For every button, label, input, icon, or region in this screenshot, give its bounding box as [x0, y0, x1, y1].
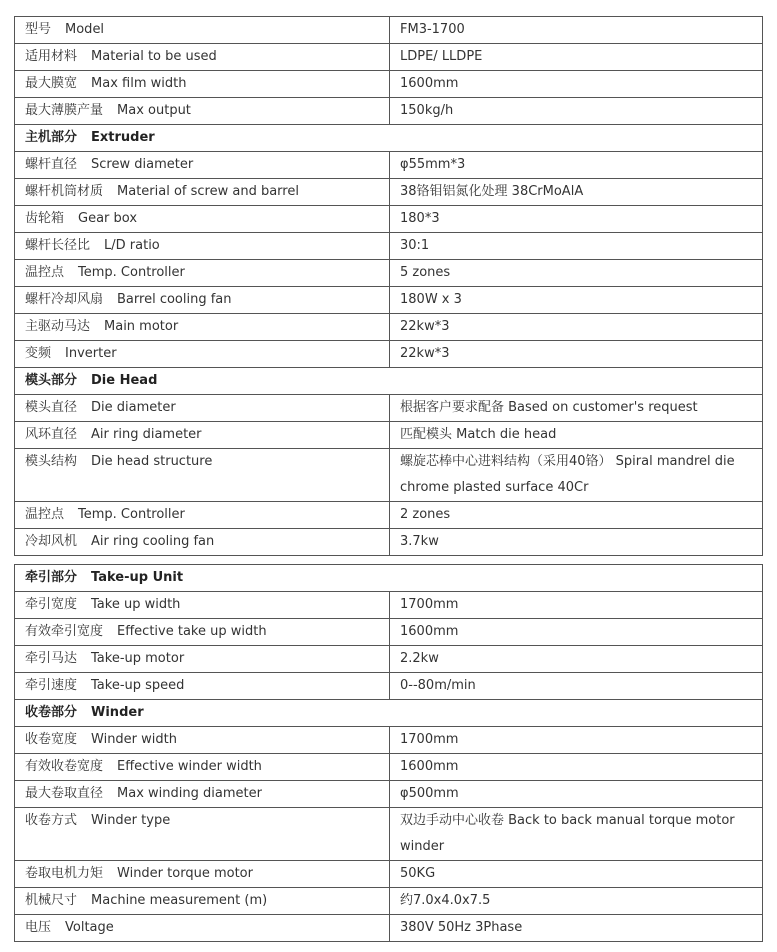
spec-label-en: Die head structure: [91, 454, 213, 469]
spec-label-cell: [15, 781, 390, 808]
spec-label-cn: 冷却风机: [25, 534, 78, 549]
spec-label-cn: 牵引马达: [25, 651, 78, 666]
section-title-cn: 模头部分: [25, 373, 78, 388]
spec-value: 约7.0x4.0x7.5: [400, 893, 491, 908]
spec-value: 1600mm: [400, 759, 459, 774]
spec-value-cell: [390, 529, 763, 556]
spec-value-cell: [390, 422, 763, 449]
spec-value: 50KG: [400, 866, 436, 881]
spec-table-takeup-winder: [14, 564, 763, 942]
spec-label-cell: [15, 17, 390, 44]
spec-value: 150kg/h: [400, 103, 454, 118]
spec-row: [15, 314, 763, 341]
section-title-cn: 主机部分: [25, 130, 78, 145]
spec-value-cell: [390, 17, 763, 44]
spec-label-en: Voltage: [65, 920, 114, 935]
spec-label-en: Gear box: [78, 211, 138, 226]
spec-label-cn: 有效牵引宽度: [25, 624, 104, 639]
spec-value-cell: [390, 781, 763, 808]
spec-value: 0--80m/min: [400, 678, 476, 693]
spec-label-cn: 卷取电机力矩: [25, 866, 104, 881]
spec-label-en: Take-up motor: [91, 651, 185, 666]
spec-label-cell: [15, 44, 390, 71]
spec-label-cn: 模头直径: [25, 400, 78, 415]
spec-row: [15, 888, 763, 915]
spec-label-cn: 最大卷取直径: [25, 786, 104, 801]
spec-label-cell: [15, 71, 390, 98]
spec-value-cell: [390, 915, 763, 942]
section-header-cell: [15, 700, 763, 727]
spec-value-cell: [390, 619, 763, 646]
spec-label-cell: [15, 395, 390, 422]
spec-label-cell: [15, 861, 390, 888]
spec-value: 30:1: [400, 238, 430, 253]
spec-value-cell: [390, 502, 763, 529]
spec-value-cell: [390, 287, 763, 314]
spec-label-cn: 收卷宽度: [25, 732, 78, 747]
spec-value: 38铬钼铝氮化处理 38CrMoAlA: [400, 184, 584, 199]
spec-value-cell: [390, 233, 763, 260]
spec-row: [15, 915, 763, 942]
spec-label-cn: 螺杆冷却风扇: [25, 292, 104, 307]
spec-label-cell: [15, 592, 390, 619]
spec-value: 1600mm: [400, 76, 459, 91]
spec-label-cell: [15, 422, 390, 449]
spec-value-cell: [390, 861, 763, 888]
spec-value-cell: [390, 71, 763, 98]
section-title-en: Extruder: [91, 130, 155, 145]
spec-value: φ55mm*3: [400, 157, 466, 172]
section-header-cell: [15, 125, 763, 152]
spec-row: [15, 98, 763, 125]
spec-value: 2 zones: [400, 507, 451, 522]
spec-value: 22kw*3: [400, 346, 450, 361]
spec-value: 380V 50Hz 3Phase: [400, 920, 523, 935]
spec-label-cell: [15, 314, 390, 341]
spec-row: [15, 592, 763, 619]
spec-row: [15, 449, 763, 502]
spec-value: 1700mm: [400, 597, 459, 612]
spec-row: [15, 395, 763, 422]
spec-row: [15, 861, 763, 888]
spec-value: LDPE/ LLDPE: [400, 49, 483, 64]
spec-label-en: Air ring cooling fan: [91, 534, 215, 549]
spec-label-cn: 温控点: [25, 265, 65, 280]
section-title-en: Winder: [91, 705, 144, 720]
spec-row: [15, 529, 763, 556]
spec-label-en: Max winding diameter: [117, 786, 262, 801]
spec-value: 22kw*3: [400, 319, 450, 334]
spec-value: 180W x 3: [400, 292, 462, 307]
spec-label-cell: [15, 179, 390, 206]
spec-label-en: Winder type: [91, 813, 171, 828]
spec-label-cn: 牵引速度: [25, 678, 78, 693]
spec-value-cell: [390, 727, 763, 754]
section-title-en: Take-up Unit: [91, 570, 184, 585]
spec-value: 根据客户要求配备 Based on customer's request: [400, 400, 698, 415]
spec-row: [15, 44, 763, 71]
spec-label-cn: 螺杆直径: [25, 157, 78, 172]
spec-value-cell: [390, 673, 763, 700]
spec-label-en: Temp. Controller: [78, 507, 185, 522]
spec-label-cn: 最大薄膜产量: [25, 103, 104, 118]
spec-label-cell: [15, 888, 390, 915]
spec-label-cn: 模头结构: [25, 454, 78, 469]
spec-label-cell: [15, 727, 390, 754]
section-title-cn: 收卷部分: [25, 705, 78, 720]
spec-value: φ500mm: [400, 786, 459, 801]
spec-value: 180*3: [400, 211, 440, 226]
spec-label-en: Main motor: [104, 319, 179, 334]
spec-label-en: Max output: [117, 103, 191, 118]
spec-value-cell: [390, 44, 763, 71]
spec-label-cn: 螺杆机筒材质: [25, 184, 104, 199]
spec-label-cn: 电压: [25, 920, 52, 935]
section-header-cell: [15, 368, 763, 395]
spec-value-cell: [390, 341, 763, 368]
spec-value: 3.7kw: [400, 534, 439, 549]
spec-label-en: Material of screw and barrel: [117, 184, 299, 199]
spec-label-cell: [15, 673, 390, 700]
spec-value-cell: [390, 754, 763, 781]
spec-label-cell: [15, 646, 390, 673]
spec-label-cn: 螺杆长径比: [25, 238, 91, 253]
spec-value-cell: [390, 395, 763, 422]
spec-label-cn: 风环直径: [25, 427, 78, 442]
spec-label-cell: [15, 260, 390, 287]
section-header-row: [15, 700, 763, 727]
spec-label-cn: 温控点: [25, 507, 65, 522]
spec-value: 匹配模头 Match die head: [400, 427, 557, 442]
spec-label-en: Material to be used: [91, 49, 217, 64]
spec-value-cell: [390, 592, 763, 619]
spec-value-cell: [390, 260, 763, 287]
section-header-row: [15, 565, 763, 592]
spec-label-cell: [15, 915, 390, 942]
spec-value: 5 zones: [400, 265, 451, 280]
spec-label-en: Winder torque motor: [117, 866, 253, 881]
spec-row: [15, 422, 763, 449]
spec-value-cell: [390, 888, 763, 915]
spec-value-cell: [390, 449, 763, 502]
spec-value: 1600mm: [400, 624, 459, 639]
spec-row: [15, 808, 763, 861]
spec-row: [15, 206, 763, 233]
spec-label-cn: 最大膜宽: [25, 76, 78, 91]
section-header-cell: [15, 565, 763, 592]
spec-row: [15, 781, 763, 808]
spec-row: [15, 152, 763, 179]
spec-label-cell: [15, 233, 390, 260]
spec-label-cn: 机械尺寸: [25, 893, 78, 908]
section-title-cn: 牵引部分: [25, 570, 78, 585]
spec-label-en: L/D ratio: [104, 238, 160, 253]
spec-value-cell: [390, 808, 763, 861]
spec-label-en: Air ring diameter: [91, 427, 202, 442]
spec-row: [15, 260, 763, 287]
spec-label-cell: [15, 341, 390, 368]
spec-row: [15, 71, 763, 98]
spec-value-cell: [390, 179, 763, 206]
spec-label-en: Take-up speed: [91, 678, 185, 693]
spec-row: [15, 673, 763, 700]
spec-value: 2.2kw: [400, 651, 439, 666]
spec-row: [15, 754, 763, 781]
spec-value-cell: [390, 206, 763, 233]
spec-label-en: Model: [65, 22, 105, 37]
spec-label-cn: 适用材料: [25, 49, 78, 64]
spec-label-cn: 有效收卷宽度: [25, 759, 104, 774]
spec-value-cell: [390, 152, 763, 179]
spec-label-cn: 收卷方式: [25, 813, 78, 828]
spec-label-cell: [15, 449, 390, 502]
spec-label-cell: [15, 619, 390, 646]
spec-label-cn: 型号: [25, 22, 52, 37]
spec-value-cell: [390, 98, 763, 125]
spec-label-en: Winder width: [91, 732, 177, 747]
spec-row: [15, 17, 763, 44]
spec-row: [15, 287, 763, 314]
spec-row: [15, 646, 763, 673]
section-header-row: [15, 125, 763, 152]
spec-label-en: Max film width: [91, 76, 187, 91]
spec-label-cell: [15, 754, 390, 781]
spec-label-cell: [15, 529, 390, 556]
spec-row: [15, 233, 763, 260]
spec-label-en: Temp. Controller: [78, 265, 185, 280]
spec-label-cn: 牵引宽度: [25, 597, 78, 612]
spec-label-en: Effective winder width: [117, 759, 262, 774]
spec-row: [15, 727, 763, 754]
spec-value-cell: [390, 646, 763, 673]
spec-label-en: Effective take up width: [117, 624, 267, 639]
spec-label-en: Die diameter: [91, 400, 176, 415]
spec-label-en: Machine measurement (m): [91, 893, 268, 908]
spec-label-cell: [15, 152, 390, 179]
spec-value: 1700mm: [400, 732, 459, 747]
spec-label-en: Take up width: [91, 597, 181, 612]
spec-label-cell: [15, 98, 390, 125]
spec-label-cn: 变频: [25, 346, 52, 361]
spec-label-cell: [15, 206, 390, 233]
spec-label-cn: 主驱动马达: [25, 319, 91, 334]
spec-row: [15, 341, 763, 368]
spec-table-main: [14, 16, 763, 556]
spec-value: FM3-1700: [400, 22, 465, 37]
spec-row: [15, 179, 763, 206]
spec-label-en: Inverter: [65, 346, 117, 361]
spec-label-cell: [15, 808, 390, 861]
spec-label-cell: [15, 287, 390, 314]
spec-value-cell: [390, 314, 763, 341]
section-header-row: [15, 368, 763, 395]
spec-label-cell: [15, 502, 390, 529]
spec-row: [15, 502, 763, 529]
spec-label-cn: 齿轮箱: [25, 211, 65, 226]
spec-row: [15, 619, 763, 646]
spec-label-en: Screw diameter: [91, 157, 194, 172]
spec-label-en: Barrel cooling fan: [117, 292, 232, 307]
spec-value: 螺旋芯棒中心进料结构（采用40铬） Spiral mandrel die chrome plasted surface 40Cr: [400, 454, 735, 495]
section-title-en: Die Head: [91, 373, 158, 388]
spec-value: 双边手动中心收卷 Back to back manual torque motor winder: [400, 813, 735, 854]
